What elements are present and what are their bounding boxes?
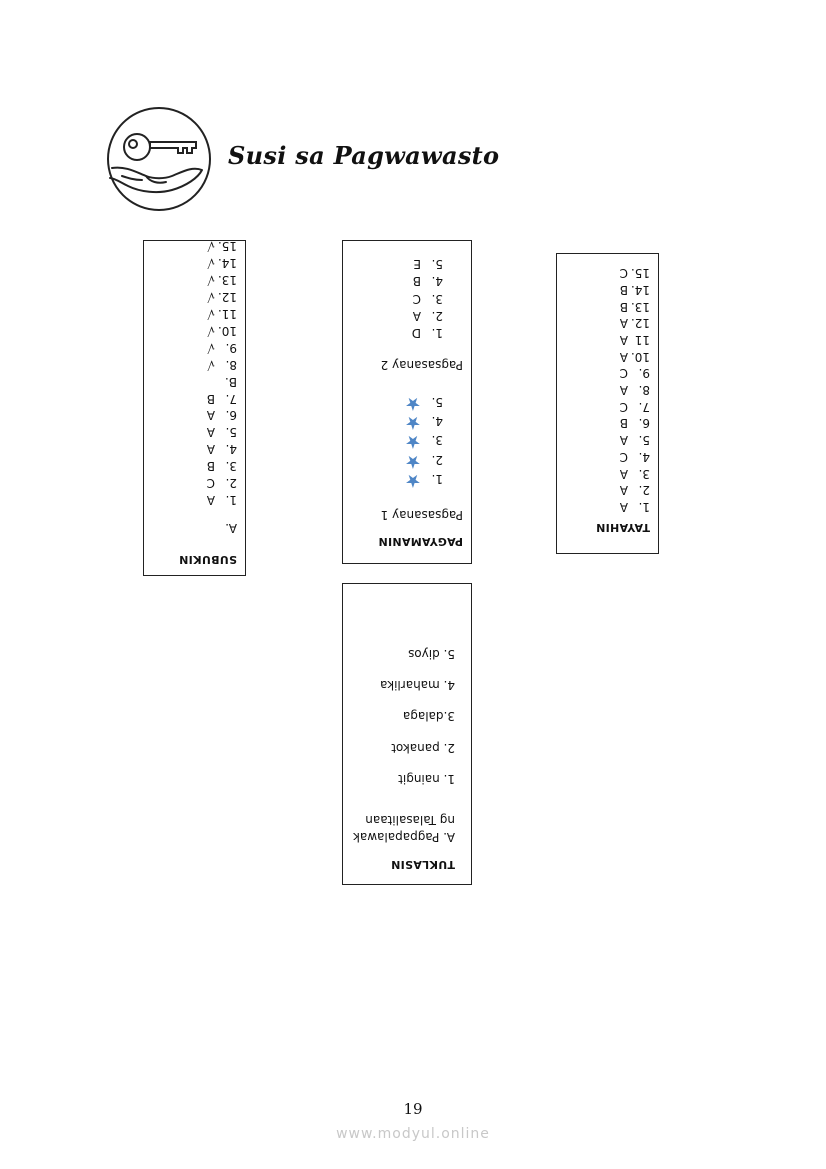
item-number: 2. bbox=[431, 308, 443, 323]
answer-row bbox=[412, 326, 443, 340]
item-number: 1. bbox=[431, 326, 443, 340]
item-number: 7. bbox=[638, 399, 650, 414]
pagsasanay-1-label: Pagsasanay 1 bbox=[380, 508, 463, 522]
pagsasanay-2-label: Pagsasanay 2 bbox=[380, 358, 463, 372]
star-row bbox=[404, 450, 443, 472]
item-number: 12. bbox=[217, 290, 237, 305]
star-row bbox=[404, 431, 443, 453]
answer-row bbox=[207, 240, 237, 254]
item-number: 9. bbox=[225, 340, 237, 355]
answer-row bbox=[620, 433, 650, 447]
item-answer: A bbox=[619, 349, 628, 364]
item-answer: B bbox=[412, 274, 421, 289]
item-number: 6. bbox=[638, 416, 650, 431]
vocabulary-item: 3.dalaga bbox=[402, 709, 455, 724]
item-number: 8. bbox=[225, 357, 237, 372]
item-answer: B bbox=[619, 299, 628, 314]
subukin-part-a: A. bbox=[225, 521, 237, 535]
item-number: 15. bbox=[217, 239, 237, 254]
star-row bbox=[404, 412, 443, 434]
answer-row bbox=[215, 375, 237, 389]
answer-row bbox=[620, 417, 650, 431]
item-answer: √ bbox=[207, 273, 215, 288]
item-number: 11 bbox=[634, 333, 650, 347]
answer-row bbox=[620, 383, 650, 397]
star-icon: ★ bbox=[404, 450, 421, 472]
vocabulary-item: 4. maharlika bbox=[380, 678, 455, 693]
item-number: 5. bbox=[431, 394, 443, 409]
item-number: 6. bbox=[225, 408, 237, 423]
answer-row bbox=[620, 400, 650, 414]
item-number: 5. bbox=[431, 257, 443, 272]
item-answer: C bbox=[206, 476, 215, 491]
item-answer: √ bbox=[207, 256, 215, 271]
watermark: www.modyul.online bbox=[336, 1126, 490, 1142]
item-number: 10. bbox=[217, 324, 237, 338]
item-answer: C bbox=[619, 266, 628, 281]
item-answer: A bbox=[619, 433, 628, 448]
answer-row bbox=[207, 425, 237, 439]
item-number: 3. bbox=[431, 433, 443, 448]
item-number: 14. bbox=[217, 256, 237, 271]
tuklasin-part-a-line2: ng Talasalitaan bbox=[365, 813, 455, 827]
item-answer: C bbox=[619, 399, 628, 414]
answer-row bbox=[620, 450, 650, 464]
item-number: 5. bbox=[225, 425, 237, 440]
item-answer: A bbox=[206, 493, 215, 507]
item-answer: A bbox=[206, 425, 215, 440]
item-number: 4. bbox=[431, 414, 443, 429]
star-icon: ★ bbox=[404, 412, 421, 434]
answer-row bbox=[413, 257, 443, 271]
item-answer: C bbox=[619, 366, 628, 381]
answer-row bbox=[207, 256, 237, 270]
item-answer: A bbox=[619, 466, 628, 481]
item-answer: C bbox=[619, 449, 628, 464]
item-number: 2. bbox=[225, 476, 237, 491]
item-answer: √ bbox=[207, 307, 215, 322]
item-number: 1. bbox=[638, 500, 650, 514]
item-answer: A bbox=[206, 442, 215, 457]
answer-row bbox=[620, 366, 650, 380]
star-icon: ★ bbox=[404, 431, 421, 453]
tuklasin-part-a-line1: A. Pagpapalawak bbox=[352, 830, 455, 844]
pagyamanin-answer-box bbox=[342, 240, 472, 564]
item-answer: √ bbox=[207, 340, 215, 355]
item-number: 4. bbox=[431, 274, 443, 289]
vocabulary-item: 2. panakot bbox=[391, 740, 455, 755]
answer-row bbox=[207, 341, 237, 355]
answer-row bbox=[620, 350, 650, 364]
item-number: 4. bbox=[638, 449, 650, 464]
tayahin-answer-box bbox=[556, 253, 659, 554]
answer-row bbox=[207, 493, 237, 507]
item-number: 3. bbox=[225, 459, 237, 474]
answer-row bbox=[207, 273, 237, 287]
vocabulary-item: 5. diyos bbox=[408, 646, 455, 661]
item-answer: A bbox=[619, 383, 628, 398]
item-answer: √ bbox=[207, 290, 215, 305]
item-answer: A bbox=[619, 483, 628, 498]
item-number: 15. bbox=[630, 266, 650, 281]
item-number: 3. bbox=[431, 291, 443, 306]
item-number: B. bbox=[224, 374, 237, 389]
item-answer: A bbox=[619, 333, 628, 347]
item-number: 14. bbox=[630, 282, 650, 297]
tuklasin-answer-box bbox=[342, 583, 472, 885]
page-number: 19 bbox=[403, 1100, 423, 1118]
answer-row bbox=[620, 300, 650, 314]
answer-row bbox=[207, 392, 237, 406]
item-number: 9. bbox=[638, 366, 650, 381]
star-icon: ★ bbox=[404, 392, 421, 414]
item-number: 8. bbox=[638, 383, 650, 398]
answer-row bbox=[620, 483, 650, 497]
answer-row bbox=[620, 283, 650, 297]
item-number: 12. bbox=[630, 316, 650, 331]
item-number: 1. bbox=[225, 493, 237, 507]
item-answer: √ bbox=[207, 324, 215, 338]
item-answer: B bbox=[619, 416, 628, 431]
item-number: 13. bbox=[217, 273, 237, 288]
vocabulary-item: 1. naingit bbox=[398, 772, 455, 786]
item-number: 10. bbox=[630, 349, 650, 364]
item-number: 3. bbox=[638, 466, 650, 481]
item-number: 5. bbox=[638, 433, 650, 448]
item-answer: B bbox=[206, 459, 215, 474]
star-row bbox=[404, 470, 443, 491]
star-icon: ★ bbox=[404, 470, 421, 491]
answer-row bbox=[413, 274, 443, 288]
item-answer: A bbox=[412, 308, 421, 323]
answer-row bbox=[207, 476, 237, 490]
answer-row bbox=[620, 316, 650, 330]
answer-row bbox=[413, 292, 443, 306]
item-number: 11. bbox=[217, 307, 237, 322]
star-row bbox=[404, 392, 443, 414]
item-number: 7. bbox=[225, 391, 237, 406]
tuklasin-heading: TUKLASIN bbox=[390, 858, 455, 871]
tayahin-heading: TAYAHIN bbox=[595, 521, 650, 534]
answer-key-logo bbox=[106, 106, 212, 212]
item-number: 4. bbox=[225, 442, 237, 457]
item-answer: √ bbox=[207, 357, 215, 372]
answer-row bbox=[207, 324, 237, 338]
item-number: 2. bbox=[638, 483, 650, 498]
answer-row bbox=[620, 467, 650, 481]
item-number: 13. bbox=[630, 299, 650, 314]
answer-row bbox=[207, 409, 237, 423]
item-answer: A bbox=[619, 316, 628, 331]
item-number: 2. bbox=[431, 452, 443, 467]
answer-row bbox=[207, 358, 237, 372]
item-answer: E bbox=[413, 257, 421, 272]
item-answer: C bbox=[412, 291, 421, 306]
answer-row bbox=[620, 333, 650, 347]
item-answer: B bbox=[206, 391, 215, 406]
pagyamanin-heading: PAGYAMANIN bbox=[378, 535, 463, 548]
answer-row bbox=[207, 442, 237, 456]
answer-row bbox=[207, 307, 237, 321]
answer-row bbox=[207, 290, 237, 304]
answer-row bbox=[620, 500, 650, 514]
subukin-answer-box bbox=[143, 240, 246, 576]
page-title: Susi sa Pagwawasto bbox=[228, 141, 500, 170]
item-answer: D bbox=[411, 326, 421, 340]
item-number: 1. bbox=[431, 472, 443, 486]
answer-row bbox=[413, 309, 443, 323]
answer-row bbox=[620, 266, 650, 280]
answer-row bbox=[207, 459, 237, 473]
item-answer: A bbox=[206, 408, 215, 423]
item-answer: √ bbox=[207, 239, 215, 254]
subukin-heading: SUBUKIN bbox=[178, 553, 237, 566]
item-answer: A bbox=[619, 500, 628, 514]
item-answer: B bbox=[619, 282, 628, 297]
